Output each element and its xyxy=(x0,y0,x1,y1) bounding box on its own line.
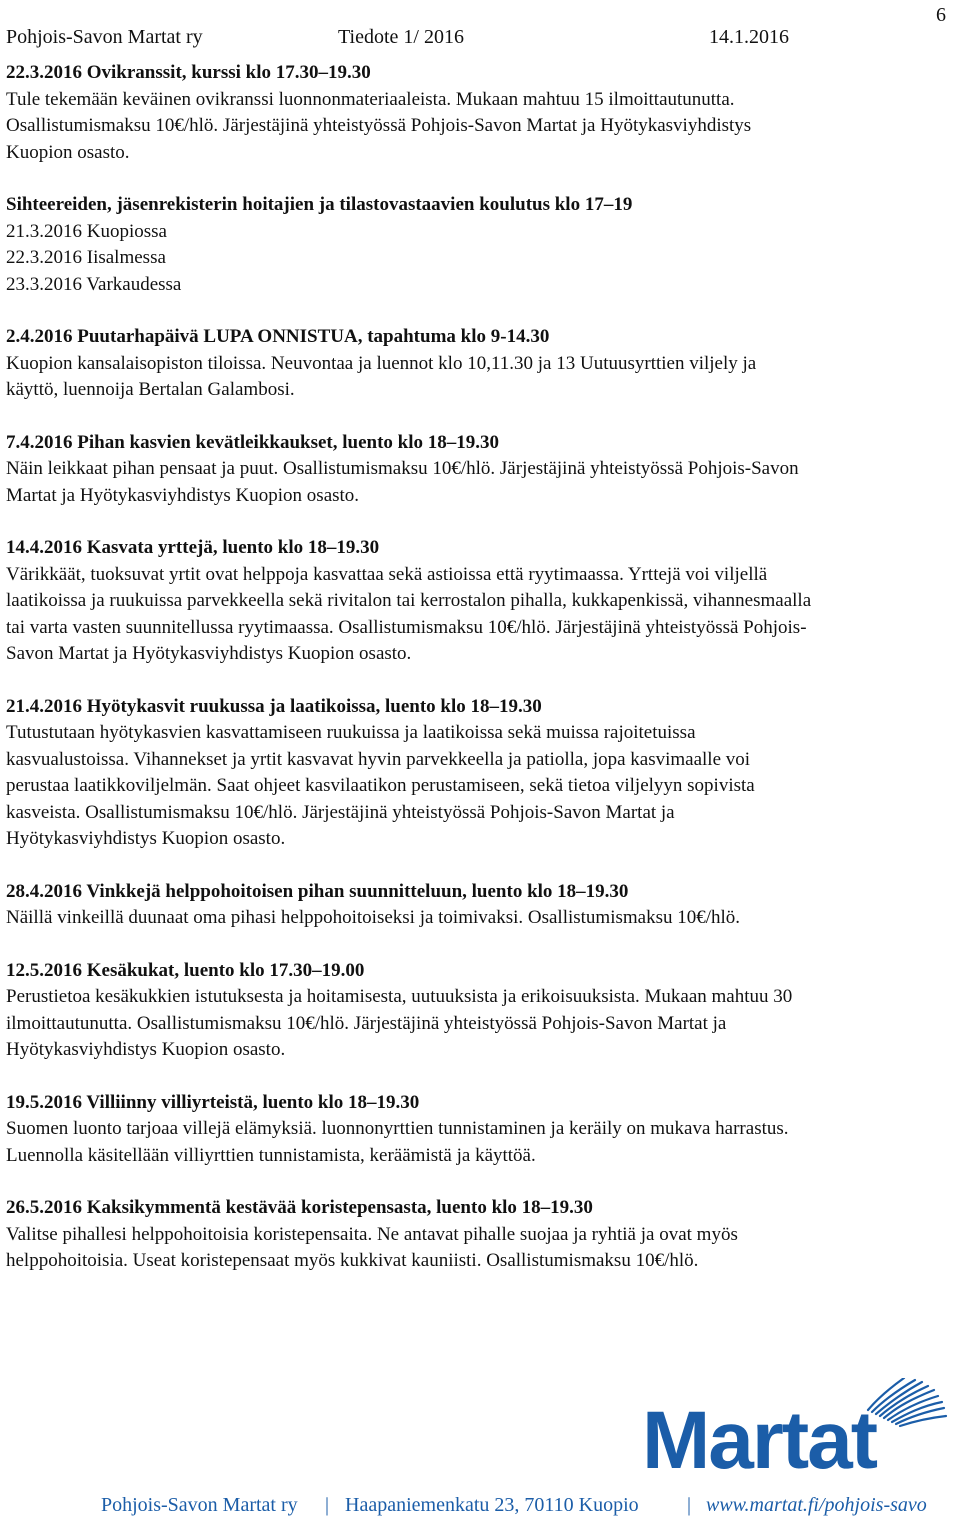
event-text-line: Näin leikkaat pihan pensaat ja puut. Osallistumismaksu 10€/hlö. Järjestäjinä yhteistyössä Pohjois-Savon xyxy=(6,458,799,479)
event-title: 7.4.2016 Pihan kasvien kevätleikkaukset, luento klo 18–19.30 xyxy=(6,431,500,453)
martat-logo xyxy=(640,1378,950,1486)
event-text-line: Tule tekemään keväinen ovikranssi luonnonmateriaaleista. Mukaan mahtuu 15 ilmoittautunutta. xyxy=(6,88,735,110)
event-title: 12.5.2016 Kesäkukat, luento klo 17.30–19.00 xyxy=(6,959,365,981)
event-text-line: Osallistumismaksu 10€/hlö. Järjestäjinä yhteistyössä Pohjois-Savon Martat ja Hyötykasviyhdistys xyxy=(6,115,752,136)
event-text-line: 21.3.2016 Kuopiossa xyxy=(6,220,167,242)
page-header xyxy=(0,4,960,56)
event-section xyxy=(6,192,956,298)
footer-separator: | xyxy=(687,1494,692,1516)
header-org: Pohjois-Savon Martat ry xyxy=(6,26,203,48)
event-text-line: 23.3.2016 Varkaudessa xyxy=(6,273,182,295)
event-section xyxy=(6,879,956,932)
event-text-line: käyttö, luennoija Bertalan Galambosi. xyxy=(6,379,295,400)
footer-separator: | xyxy=(325,1494,330,1516)
event-text-line: Värikkäät, tuoksuvat yrtit ovat helppoja kasvattaa sekä astioissa että ryytimaassa. Yrttejä voi viljellä xyxy=(6,563,768,585)
event-text-line: Valitse pihallesi helppohoitoisia koristepensaita. Ne antavat pihalle suojaa ja ryhtiä ja ovat myös xyxy=(6,1223,738,1245)
event-section xyxy=(6,60,956,166)
event-text-line: kasveista. Osallistumismaksu 10€/hlö. Järjestäjinä yhteistyössä Pohjois-Savon Martat ja xyxy=(6,801,675,823)
page-number: 6 xyxy=(936,4,946,26)
event-section xyxy=(6,535,956,668)
event-text-line: helppohoitoisia. Useat koristepensaat myös kukkivat kauniisti. Osallistumismaksu 10€/hlö. xyxy=(6,1250,699,1271)
event-text-line: Martat ja Hyötykasviyhdistys Kuopion osasto. xyxy=(6,484,360,506)
event-text-line: 22.3.2016 Iisalmessa xyxy=(6,247,166,268)
event-text-line: Suomen luonto tarjoaa villejä elämyksiä. luonnonyrttien tunnistaminen ja keräily on mukava harrastus. xyxy=(6,1118,789,1139)
event-section xyxy=(6,958,956,1064)
header-bulletin: Tiedote 1/ 2016 xyxy=(338,26,464,48)
event-text-line: perustaa laatikkoviljelmän. Saat ohjeet kasvilaatikon perustamiseen, sekä tietoa viljelyyn sopivista xyxy=(6,775,755,796)
footer-org: Pohjois-Savon Martat ry xyxy=(101,1494,298,1516)
event-text-line: Hyötykasviyhdistys Kuopion osasto. xyxy=(6,1039,286,1060)
event-title: 22.3.2016 Ovikranssit, kurssi klo 17.30–19.30 xyxy=(6,62,371,83)
event-text-line: tai varta vasten suunnitellussa ryytimaassa. Osallistumismaksu 10€/hlö. Järjestäjinä yhteistyössä Pohjois- xyxy=(6,616,807,638)
event-section xyxy=(6,430,956,510)
event-text-line: Luennolla käsitellään villiyrttien tunnistamista, keräämistä ja käyttöä. xyxy=(6,1144,536,1166)
event-section xyxy=(6,1090,956,1170)
event-title: 28.4.2016 Vinkkejä helppohoitoisen pihan suunnitteluun, luento klo 18–19.30 xyxy=(6,880,629,902)
page-footer xyxy=(0,1494,960,1524)
event-text-line: Perustietoa kesäkukkien istutuksesta ja hoitamisesta, uutuuksista ja erikoisuuksista. Mukaan mahtuu 30 xyxy=(6,986,793,1007)
event-text-line: Kuopion kansalaisopiston tiloissa. Neuvontaa ja luennot klo 10,11.30 ja 13 Uutuusyrttien viljely ja xyxy=(6,352,757,374)
event-text-line: Näillä vinkeillä duunaat oma pihasi helppohoitoiseksi ja toimivaksi. Osallistumismaksu 10€/hlö. xyxy=(6,907,741,928)
event-title: 2.4.2016 Puutarhapäivä LUPA ONNISTUA, tapahtuma klo 9-14.30 xyxy=(6,326,550,347)
event-section xyxy=(6,324,956,404)
footer-address: Haapaniemenkatu 23, 70110 Kuopio xyxy=(345,1494,639,1516)
event-section xyxy=(6,694,956,853)
logo-text: Martat xyxy=(642,1395,877,1486)
event-section xyxy=(6,1195,956,1275)
header-date: 14.1.2016 xyxy=(709,26,789,48)
event-text-line: Hyötykasviyhdistys Kuopion osasto. xyxy=(6,828,286,849)
event-text-line: Kuopion osasto. xyxy=(6,141,130,163)
event-title: 14.4.2016 Kasvata yrttejä, luento klo 18–19.30 xyxy=(6,537,380,558)
event-text-line: Savon Martat ja Hyötykasviyhdistys Kuopion osasto. xyxy=(6,643,412,664)
event-text-line: ilmoittautunutta. Osallistumismaksu 10€/hlö. Järjestäjinä yhteistyössä Pohjois-Savon Martat ja xyxy=(6,1012,727,1034)
event-text-line: kasvualustoissa. Vihannekset ja yrtit kasvavat hyvin parvekkeella ja patiolla, jopa kasvimaalle voi xyxy=(6,748,751,770)
footer-url[interactable]: www.martat.fi/pohjois-savo xyxy=(706,1494,927,1516)
event-text-line: laatikoissa ja ruukuissa parvekkeella sekä rivitalon tai kerrostalon pihalla, kukkapenkissä, vihannesmaalla xyxy=(6,590,812,611)
event-title: Sihteereiden, jäsenrekisterin hoitajien ja tilastovastaavien koulutus klo 17–19 xyxy=(6,194,633,215)
event-title: 26.5.2016 Kaksikymmentä kestävää koristepensasta, luento klo 18–19.30 xyxy=(6,1197,593,1218)
event-title: 21.4.2016 Hyötykasvit ruukussa ja laatikoissa, luento klo 18–19.30 xyxy=(6,695,542,717)
event-title: 19.5.2016 Villiinny villiyrteistä, luento klo 18–19.30 xyxy=(6,1091,420,1113)
event-text-line: Tutustutaan hyötykasvien kasvattamiseen ruukuissa ja laatikoissa sekä muissa rajoitetuissa xyxy=(6,722,696,743)
document-body xyxy=(6,60,956,1301)
